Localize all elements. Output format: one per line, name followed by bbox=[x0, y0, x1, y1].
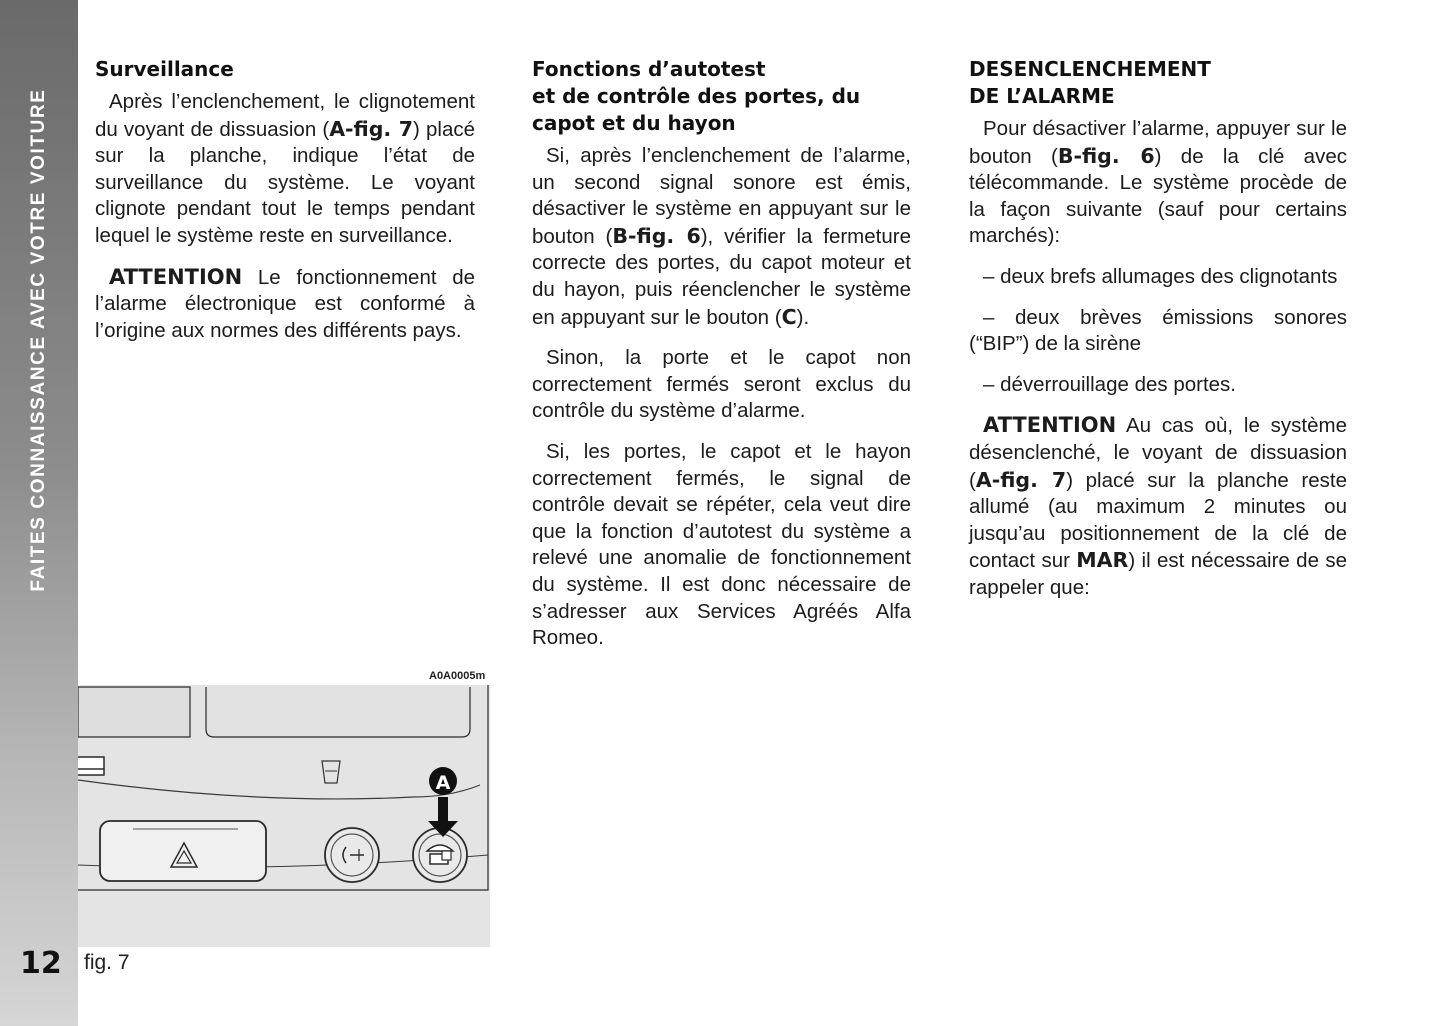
paragraph-autotest-2: Sinon, la porte et le capot non correctement fermés seront exclus du contrôle du système d’alarme. bbox=[532, 346, 911, 423]
attention-label: ATTENTION bbox=[983, 413, 1117, 438]
attention-note bbox=[95, 264, 475, 345]
column-desenclenchement bbox=[969, 56, 1347, 616]
heading-line: et de contrôle des portes, du bbox=[532, 84, 861, 108]
list-item-bip: – deux brèves émissions sonores (“BIP”) de la sirène bbox=[969, 305, 1347, 356]
text-run: Si, après l’enclenchement de l’alarme, un second signal sonore est émis, désactiver le système en appuyant sur le bouton ( bbox=[532, 144, 911, 248]
heading-line: DE L’ALARME bbox=[969, 84, 1115, 108]
text-run: Après l’enclenchement, le clignotement du voyant de dissuasion ( bbox=[95, 90, 475, 141]
paragraph-desactiver bbox=[969, 116, 1347, 250]
callout-marker-a: A bbox=[435, 772, 451, 794]
section-title: FAITES CONNAISSANCE AVEC VOTRE VOITURE bbox=[28, 88, 49, 592]
figure-caption: fig. 7 bbox=[84, 951, 130, 974]
sidebar-band bbox=[0, 0, 78, 1026]
text-run: ) de la clé avec télécommande. Le système procède de la façon suivante (sauf pour certains marchés): bbox=[969, 144, 1347, 248]
heading-line: DESENCLENCHEMENT bbox=[969, 57, 1211, 81]
list-item-clignotants: – deux brefs allumages des clignotants bbox=[983, 264, 1338, 288]
attention-label: ATTENTION bbox=[109, 264, 243, 289]
text-run: ) placé sur la planche reste allumé (au maximum 2 minutes ou jusqu’au positionnement de la clé de contact sur bbox=[969, 468, 1347, 573]
page-number: 12 bbox=[20, 946, 62, 981]
dashboard-illustration bbox=[78, 685, 490, 947]
key-position: MAR bbox=[1076, 548, 1129, 573]
text-run: Au cas où, le système désenclenché, le voyant de dissuasion ( bbox=[969, 414, 1347, 492]
paragraph-autotest-1 bbox=[532, 143, 911, 331]
button-reference: C bbox=[781, 304, 797, 329]
column-surveillance bbox=[95, 56, 475, 358]
list-item-deverrouillage: – déverrouillage des portes. bbox=[983, 372, 1236, 396]
text-run: ) il est nécessaire de se rappeler que: bbox=[969, 549, 1347, 599]
text-run: ). bbox=[796, 305, 810, 329]
heading-line: capot et du hayon bbox=[532, 111, 736, 135]
attention-note bbox=[969, 412, 1347, 601]
text-run: Pour désactiver l’alarme, appuyer sur le bouton ( bbox=[969, 117, 1347, 168]
text-run: ) placé sur la planche, indique l’état de surveillance du système. Le voyant clignote pendant tout le temps pendant lequel le système reste en surveillance. bbox=[95, 117, 476, 247]
column-autotest bbox=[532, 56, 911, 666]
heading-surveillance: Surveillance bbox=[95, 57, 234, 81]
heading-line: Fonctions d’autotest bbox=[532, 57, 766, 81]
paragraph-autotest-3: Si, les portes, le capot et le hayon correctement fermés, le signal de contrôle devait se répéter, cela veut dire que la fonction d’autotest du système a relevé une anomalie de fonctionnement du système. Il est donc nécessaire de s’adresser aux Services Agréés Alfa Romeo. bbox=[532, 439, 911, 650]
figure-reference: B-fig. 6 bbox=[612, 223, 701, 248]
figure-reference: A-fig. 7 bbox=[329, 116, 414, 141]
figure-reference: B-fig. 6 bbox=[1057, 143, 1155, 168]
text-run: ), vérifier la fermeture correcte des portes, du capot moteur et du hayon, puis réenclencher le système en appuyant sur le bouton ( bbox=[532, 224, 911, 329]
heading-desenclenchement bbox=[969, 56, 1347, 110]
paragraph-surveillance bbox=[95, 89, 475, 250]
text-run: Le fonctionnement de l’alarme électronique est conformé à l’origine aux normes des différents pays. bbox=[95, 265, 475, 342]
figure-code: A0A0005m bbox=[429, 670, 486, 682]
figure-reference: A-fig. 7 bbox=[975, 467, 1067, 492]
heading-autotest bbox=[532, 56, 911, 137]
